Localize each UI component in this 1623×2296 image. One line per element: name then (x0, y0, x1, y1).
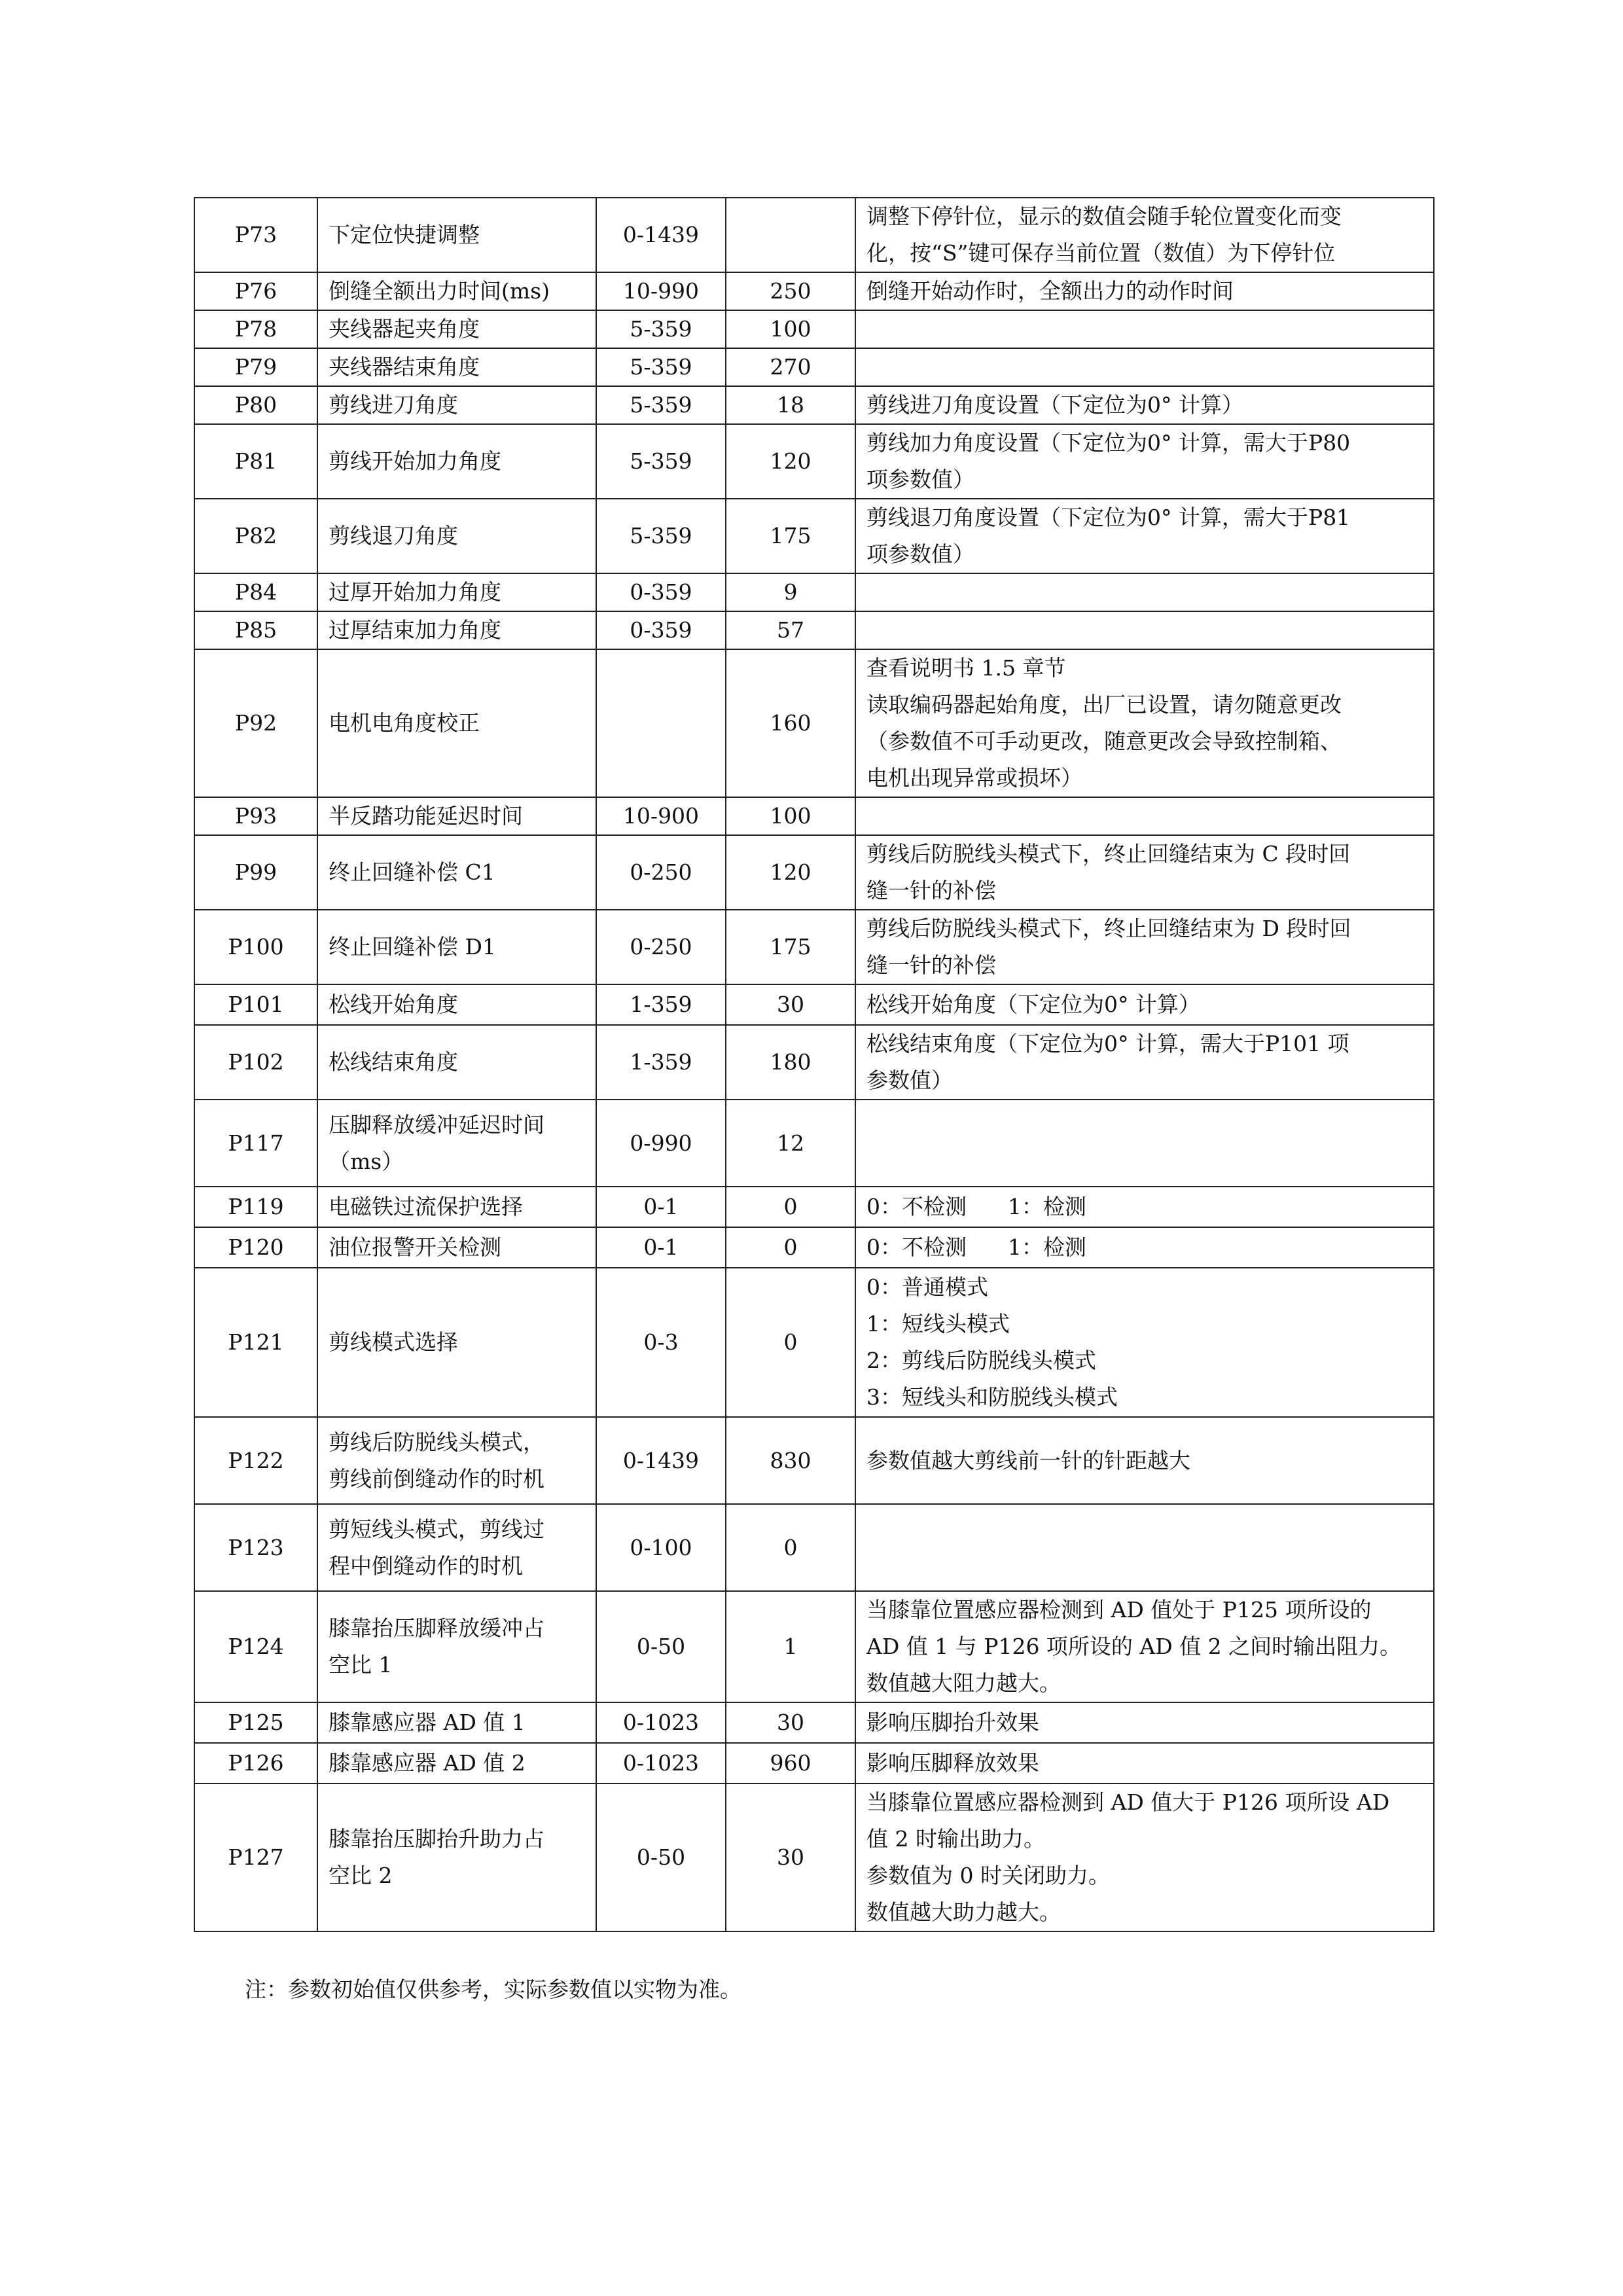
param-description-line: 松线开始角度（下定位为0° 计算） (866, 992, 1200, 1017)
param-description-line: 0：不检测 1：检测 (866, 1234, 1086, 1260)
param-description (855, 910, 1434, 984)
param-description-line: 剪线退刀角度设置（下定位为0° 计算，需大于P81 (866, 505, 1351, 530)
param-name-line: 空比 2 (329, 1863, 393, 1888)
param-code: P102 (194, 1025, 317, 1100)
param-name-line: 剪短线头模式，剪线过 (329, 1516, 544, 1542)
param-name-line: 剪线后防脱线头模式， (329, 1429, 544, 1455)
param-description-line: 松线结束角度（下定位为0° 计算，需大于P101 项 (866, 1031, 1349, 1056)
param-name-line: （ms） (329, 1148, 404, 1174)
param-description-line: 影响压脚释放效果 (866, 1750, 1039, 1776)
param-range: 0-3 (596, 1268, 726, 1417)
param-name-line: 夹线器结束角度 (329, 354, 480, 380)
param-name-line: 电磁铁过流保护选择 (329, 1194, 523, 1219)
param-name-line: 剪线开始加力角度 (329, 448, 501, 474)
param-description (855, 797, 1434, 835)
param-range: 5-359 (596, 348, 726, 386)
param-description-line: 项参数值） (866, 541, 974, 567)
param-name-line: 终止回缝补偿 C1 (329, 859, 495, 885)
param-name (317, 1702, 596, 1743)
table-row (194, 1268, 1434, 1417)
param-range: 0-359 (596, 573, 726, 611)
param-code: P84 (194, 573, 317, 611)
param-code: P92 (194, 649, 317, 797)
param-code: P79 (194, 348, 317, 386)
param-description-line: 项参数值） (866, 467, 974, 492)
parameter-table (194, 197, 1435, 1932)
param-description-line: 0：普通模式 (866, 1274, 988, 1300)
param-code: P82 (194, 499, 317, 573)
param-name (317, 984, 596, 1025)
param-default: 250 (726, 272, 855, 310)
param-name (317, 1417, 596, 1504)
param-description-line: 参数值为 0 时关闭助力。 (866, 1863, 1110, 1888)
table-row (194, 1227, 1434, 1268)
param-description-line: 缝一针的补偿 (866, 878, 996, 903)
param-code: P123 (194, 1504, 317, 1591)
param-code: P101 (194, 984, 317, 1025)
param-range: 0-50 (596, 1591, 726, 1702)
param-code: P81 (194, 424, 317, 499)
param-description-line: 剪线加力角度设置（下定位为0° 计算，需大于P80 (866, 430, 1351, 456)
param-description-line: 当膝靠位置感应器检测到 AD 值大于 P126 项所设 AD (866, 1789, 1390, 1815)
param-description (855, 1591, 1434, 1702)
param-name (317, 310, 596, 348)
table-row (194, 198, 1434, 272)
param-description (855, 573, 1434, 611)
table-row (194, 1417, 1434, 1504)
param-default: 180 (726, 1025, 855, 1100)
parameter-table-body (194, 198, 1434, 1931)
param-code: P119 (194, 1187, 317, 1227)
table-row (194, 1100, 1434, 1187)
param-range: 1-359 (596, 1025, 726, 1100)
table-row (194, 348, 1434, 386)
param-name-line: 油位报警开关检测 (329, 1234, 501, 1260)
footnote: 注：参数初始值仅供参考，实际参数值以实物为准。 (245, 1977, 741, 2002)
table-row (194, 1784, 1434, 1931)
param-description-line: （参数值不可手动更改，随意更改会导致控制箱、 (866, 728, 1342, 754)
param-range: 0-1439 (596, 198, 726, 272)
param-range: 10-900 (596, 797, 726, 835)
param-name-line: 夹线器起夹角度 (329, 316, 480, 342)
param-name-line: 程中倒缝动作的时机 (329, 1552, 523, 1579)
param-description-line: 3：短线头和防脱线头模式 (866, 1384, 1118, 1410)
param-description-line: 读取编码器起始角度，出厂已设置，请勿随意更改 (866, 692, 1342, 717)
param-description-line: 剪线后防脱线头模式下，终止回缝结束为 C 段时回 (866, 841, 1351, 867)
param-code: P125 (194, 1702, 317, 1743)
param-description-line: 1：短线头模式 (866, 1311, 1010, 1336)
param-description (855, 835, 1434, 910)
param-name-line: 剪线进刀角度 (329, 392, 458, 418)
table-row (194, 386, 1434, 424)
table-row (194, 649, 1434, 797)
param-code: P93 (194, 797, 317, 835)
table-row (194, 573, 1434, 611)
param-name (317, 1743, 596, 1784)
param-description-line: 电机出现异常或损坏） (866, 765, 1082, 791)
param-description (855, 1268, 1434, 1417)
table-row (194, 910, 1434, 984)
table-row (194, 797, 1434, 835)
param-description (855, 1417, 1434, 1504)
table-row (194, 1187, 1434, 1227)
param-range: 0-250 (596, 835, 726, 910)
param-description-line: 2：剪线后防脱线头模式 (866, 1348, 1096, 1373)
table-row (194, 499, 1434, 573)
param-description-line: 参数值） (866, 1067, 953, 1093)
param-default: 160 (726, 649, 855, 797)
param-code: P100 (194, 910, 317, 984)
param-range: 5-359 (596, 310, 726, 348)
param-range: 5-359 (596, 499, 726, 573)
param-name (317, 1591, 596, 1702)
param-description (855, 424, 1434, 499)
param-description (855, 499, 1434, 573)
param-code: P124 (194, 1591, 317, 1702)
param-default: 18 (726, 386, 855, 424)
param-description-line: 0：不检测 1：检测 (866, 1194, 1086, 1219)
param-name (317, 386, 596, 424)
param-description (855, 1702, 1434, 1743)
param-description-line: 数值越大助力越大。 (866, 1899, 1061, 1925)
param-description (855, 1784, 1434, 1931)
param-description (855, 1025, 1434, 1100)
param-default: 0 (726, 1187, 855, 1227)
param-description-line: AD 值 1 与 P126 项所设的 AD 值 2 之间时输出阻力。 (866, 1634, 1402, 1659)
param-range: 0-50 (596, 1784, 726, 1931)
param-default: 120 (726, 424, 855, 499)
param-range: 0-250 (596, 910, 726, 984)
param-name (317, 1100, 596, 1187)
param-description-line: 剪线进刀角度设置（下定位为0° 计算） (866, 392, 1243, 418)
param-name (317, 272, 596, 310)
param-range: 0-1 (596, 1187, 726, 1227)
param-name-line: 剪线退刀角度 (329, 523, 458, 548)
param-name (317, 573, 596, 611)
table-row (194, 984, 1434, 1025)
param-code: P121 (194, 1268, 317, 1417)
param-code: P99 (194, 835, 317, 910)
param-default: 1 (726, 1591, 855, 1702)
param-range: 0-1023 (596, 1702, 726, 1743)
param-description-line: 当膝靠位置感应器检测到 AD 值处于 P125 项所设的 (866, 1597, 1372, 1623)
param-name-line: 膝靠感应器 AD 值 1 (329, 1710, 526, 1735)
param-code: P127 (194, 1784, 317, 1931)
param-name (317, 499, 596, 573)
param-code: P85 (194, 611, 317, 649)
param-description-line: 值 2 时输出助力。 (866, 1826, 1045, 1852)
param-name-line: 空比 1 (329, 1652, 393, 1677)
param-name-line: 压脚释放缓冲延迟时间 (329, 1111, 544, 1138)
param-name (317, 1025, 596, 1100)
param-name-line: 过厚结束加力角度 (329, 617, 501, 643)
param-code: P80 (194, 386, 317, 424)
table-row (194, 272, 1434, 310)
param-code: P76 (194, 272, 317, 310)
table-row (194, 835, 1434, 910)
param-name-line: 膝靠感应器 AD 值 2 (329, 1750, 526, 1776)
table-row (194, 424, 1434, 499)
param-default: 12 (726, 1100, 855, 1187)
param-name-line: 膝靠抬压脚释放缓冲占 (329, 1615, 544, 1641)
param-description (855, 198, 1434, 272)
param-name (317, 424, 596, 499)
param-name (317, 1187, 596, 1227)
param-name-line: 松线结束角度 (329, 1049, 458, 1075)
param-name (317, 198, 596, 272)
param-default: 30 (726, 1702, 855, 1743)
param-description (855, 1100, 1434, 1187)
param-name-line: 剪线模式选择 (329, 1329, 458, 1355)
table-row (194, 1743, 1434, 1784)
param-range: 0-1023 (596, 1743, 726, 1784)
param-name-line: 过厚开始加力角度 (329, 579, 501, 605)
param-description-line: 参数值越大剪线前一针的针距越大 (866, 1447, 1190, 1473)
param-description (855, 611, 1434, 649)
param-default: 175 (726, 499, 855, 573)
param-default: 30 (726, 984, 855, 1025)
param-range: 0-990 (596, 1100, 726, 1187)
param-description-line: 剪线后防脱线头模式下，终止回缝结束为 D 段时回 (866, 916, 1351, 941)
param-range: 5-359 (596, 386, 726, 424)
param-range: 0-1 (596, 1227, 726, 1268)
param-description-line: 调整下停针位，显示的数值会随手轮位置变化而变 (866, 204, 1342, 229)
param-description-line: 影响压脚抬升效果 (866, 1710, 1039, 1735)
param-name-line: 下定位快捷调整 (329, 222, 480, 247)
param-description (855, 1227, 1434, 1268)
param-name-line: 膝靠抬压脚抬升助力占 (329, 1826, 544, 1852)
param-description-line: 缝一针的补偿 (866, 952, 996, 978)
param-name (317, 1504, 596, 1591)
param-name (317, 649, 596, 797)
table-row (194, 611, 1434, 649)
param-description (855, 1504, 1434, 1591)
param-description-line: 查看说明书 1.5 章节 (866, 655, 1066, 681)
param-range: 0-1439 (596, 1417, 726, 1504)
param-default: 120 (726, 835, 855, 910)
param-range: 0-100 (596, 1504, 726, 1591)
param-name (317, 1784, 596, 1931)
param-default: 960 (726, 1743, 855, 1784)
param-code: P73 (194, 198, 317, 272)
param-range: 5-359 (596, 424, 726, 499)
param-name (317, 1227, 596, 1268)
param-name (317, 1268, 596, 1417)
param-range: 0-359 (596, 611, 726, 649)
param-description (855, 310, 1434, 348)
param-name-line: 电机电角度校正 (329, 710, 480, 736)
param-name-line: 倒缝全额出力时间(ms) (329, 278, 550, 304)
param-description-line: 化，按“S”键可保存当前位置（数值）为下停针位 (866, 240, 1336, 266)
param-code: P126 (194, 1743, 317, 1784)
param-default: 100 (726, 310, 855, 348)
table-row (194, 1591, 1434, 1702)
param-default: 270 (726, 348, 855, 386)
param-name-line: 终止回缝补偿 D1 (329, 934, 496, 960)
table-row (194, 1025, 1434, 1100)
param-range (596, 649, 726, 797)
param-name (317, 910, 596, 984)
param-default: 0 (726, 1227, 855, 1268)
param-default: 9 (726, 573, 855, 611)
param-name-line: 松线开始角度 (329, 992, 458, 1017)
table-row (194, 1504, 1434, 1591)
param-code: P122 (194, 1417, 317, 1504)
param-range: 1-359 (596, 984, 726, 1025)
param-description (855, 386, 1434, 424)
param-description (855, 1187, 1434, 1227)
param-code: P117 (194, 1100, 317, 1187)
param-default (726, 198, 855, 272)
param-default: 830 (726, 1417, 855, 1504)
param-name (317, 611, 596, 649)
param-default: 0 (726, 1504, 855, 1591)
param-description (855, 984, 1434, 1025)
param-description (855, 649, 1434, 797)
param-default: 30 (726, 1784, 855, 1931)
param-description-line: 倒缝开始动作时，全额出力的动作时间 (866, 278, 1234, 304)
param-description (855, 1743, 1434, 1784)
param-default: 0 (726, 1268, 855, 1417)
param-code: P120 (194, 1227, 317, 1268)
param-name (317, 348, 596, 386)
param-name-line: 剪线前倒缝动作的时机 (329, 1465, 544, 1492)
param-description-line: 数值越大阻力越大。 (866, 1670, 1061, 1696)
param-code: P78 (194, 310, 317, 348)
param-description (855, 348, 1434, 386)
table-row (194, 1702, 1434, 1743)
param-name (317, 835, 596, 910)
param-description (855, 272, 1434, 310)
param-default: 175 (726, 910, 855, 984)
table-row (194, 310, 1434, 348)
param-default: 57 (726, 611, 855, 649)
param-default: 100 (726, 797, 855, 835)
param-name (317, 797, 596, 835)
param-name-line: 半反踏功能延迟时间 (329, 803, 523, 829)
param-range: 10-990 (596, 272, 726, 310)
